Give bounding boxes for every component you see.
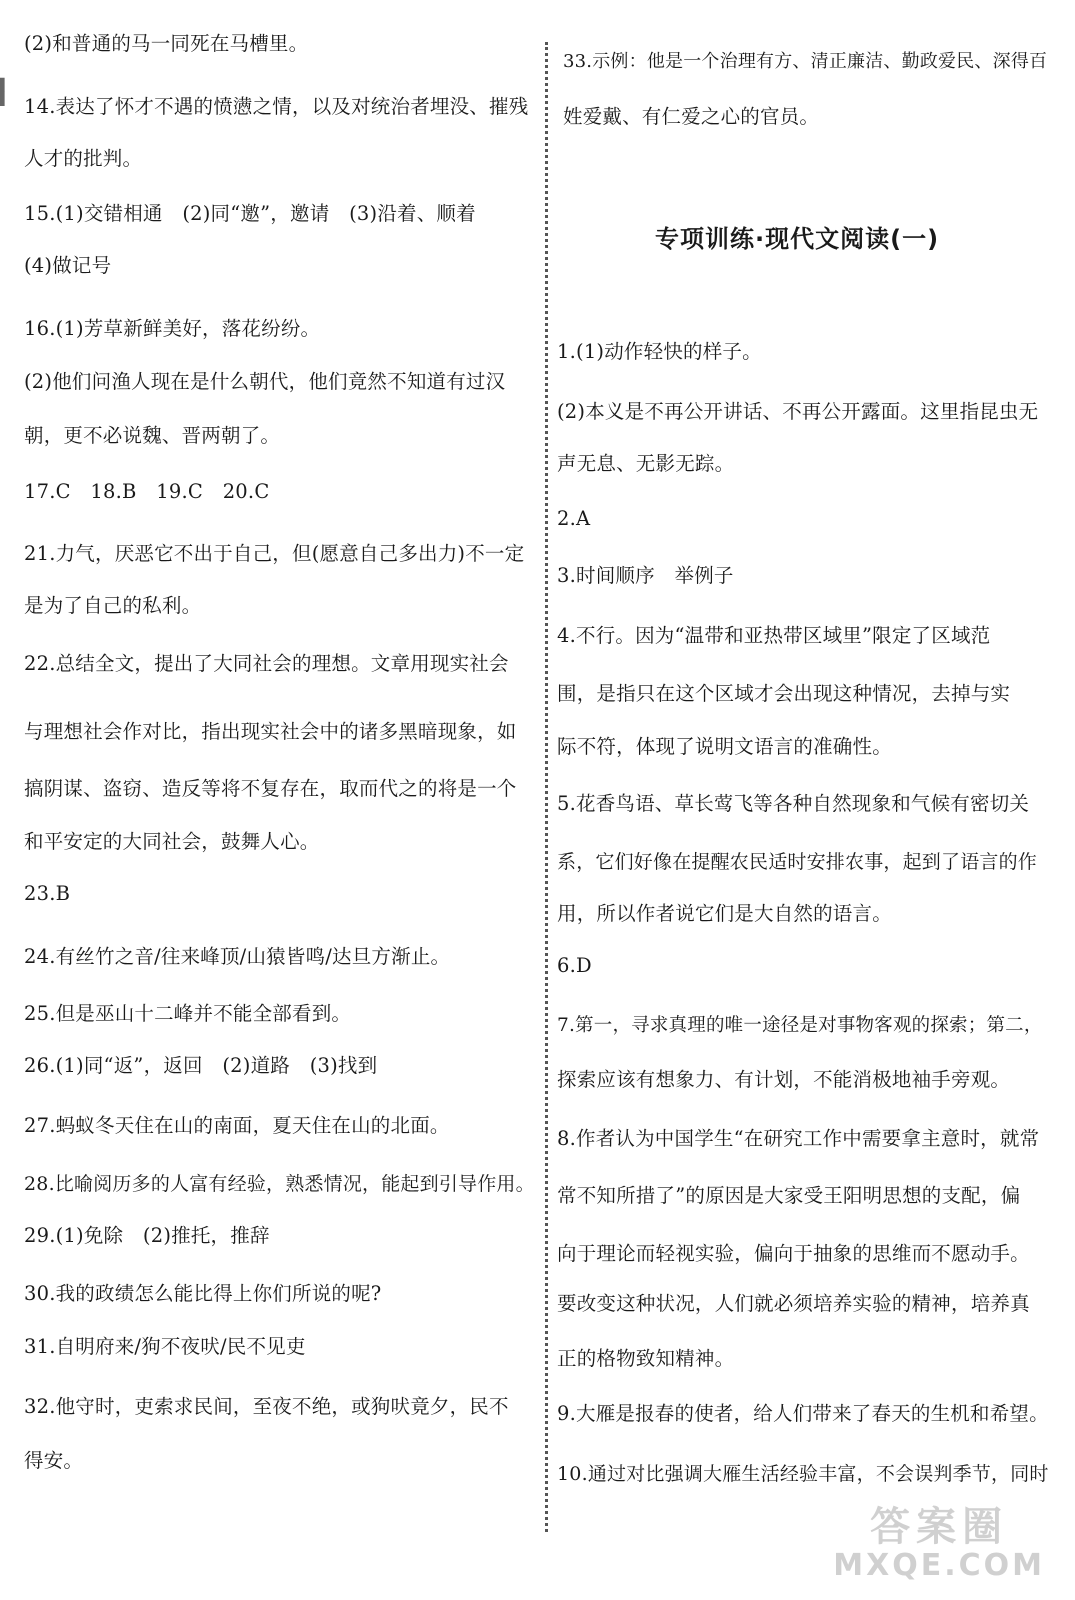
answer-line: 16.(1)芳草新鲜美好，落花纷纷。 (24, 317, 321, 340)
answer-line: 围，是指只在这个区域才会出现这种情况，去掉与实 (557, 682, 1011, 705)
section-title: 专项训练·现代文阅读(一) (655, 225, 940, 253)
answer-line: 24.有丝竹之音/往来峰顶/山猿皆鸣/达旦方渐止。 (24, 945, 451, 968)
answer-line: 搞阴谋、盗窃、造反等将不复存在，取而代之的将是一个 (24, 777, 517, 800)
answer-line: 6.D (557, 954, 592, 977)
answer-line: (2)他们问渔人现在是什么朝代，他们竟然不知道有过汉 (24, 370, 506, 393)
answer-line: 声无息、无影无踪。 (557, 452, 735, 475)
answer-line: 和平安定的大同社会，鼓舞人心。 (24, 830, 320, 853)
answer-line: 正的格物致知精神。 (557, 1347, 735, 1370)
answer-line: 10.通过对比强调大雁生活经验丰富，不会误判季节，同时 (557, 1463, 1049, 1485)
answer-line: (2)本义是不再公开讲话、不再公开露面。这里指昆虫无 (557, 400, 1039, 423)
answer-line: 与理想社会作对比，指出现实社会中的诸多黑暗现象，如 (24, 720, 517, 743)
answer-line: 得安。 (24, 1449, 84, 1472)
answer-line: 5.花香鸟语、草长莺飞等各种自然现象和气候有密切关 (557, 792, 1030, 815)
answer-line: 2.A (557, 507, 591, 530)
column-divider (545, 42, 548, 1532)
answer-line: 4.不行。因为“温带和亚热带区域里”限定了区域范 (557, 624, 991, 647)
answer-line: 30.我的政绩怎么能比得上你们所说的呢? (24, 1282, 382, 1305)
answer-line: 要改变这种状况，人们就必须培养实验的精神，培养真 (557, 1292, 1030, 1315)
answer-line: (2)和普通的马一同死在马槽里。 (24, 32, 309, 55)
answer-line: 17.C 18.B 19.C 20.C (24, 480, 270, 503)
answer-line: 29.(1)免除 (2)推托，推辞 (24, 1224, 270, 1247)
answer-line: 常不知所措了”的原因是大家受王阳明思想的支配，偏 (557, 1184, 1021, 1207)
answer-line: 3.时间顺序 举例子 (557, 564, 734, 587)
answer-line: 1.(1)动作轻快的样子。 (557, 340, 762, 363)
answer-line: 姓爱戴、有仁爱之心的官员。 (563, 105, 820, 128)
answer-line: 21.力气，厌恶它不出于自己，但(愿意自己多出力)不一定 (24, 542, 525, 565)
answer-line: 向于理论而轻视实验，偏向于抽象的思维而不愿动手。 (557, 1242, 1030, 1265)
answer-line: 14.表达了怀才不遇的愤懑之情，以及对统治者埋没、摧残 (24, 95, 529, 118)
answer-line: 15.(1)交错相通 (2)同“邀”，邀请 (3)沿着、顺着 (24, 202, 476, 225)
answer-line: (4)做记号 (24, 254, 112, 277)
watermark-logo-text: 答案圈 (870, 1504, 1009, 1550)
answer-line: 23.B (24, 882, 71, 905)
answer-line: 际不符，体现了说明文语言的准确性。 (557, 735, 892, 758)
answer-line: 32.他守时，吏索求民间，至夜不绝，或狗吠竟夕，民不 (24, 1395, 509, 1418)
watermark-url-text: MXQE.COM (833, 1548, 1045, 1583)
answer-line: 8.作者认为中国学生“在研究工作中需要拿主意时，就常 (557, 1127, 1040, 1150)
watermark-logo (833, 1505, 1045, 1582)
answer-line: 系，它们好像在提醒农民适时安排农事，起到了语言的作 (557, 851, 1038, 873)
answer-line: 用，所以作者说它们是大自然的语言。 (557, 902, 892, 925)
answer-line: 7.第一，寻求真理的唯一途径是对事物客观的探索；第二， (557, 1015, 1043, 1036)
answer-line: 33.示例：他是一个治理有方、清正廉洁、勤政爱民、深得百 (563, 51, 1048, 72)
answer-line: 是为了自己的私利。 (24, 594, 202, 617)
answer-line: 28.比喻阅历多的人富有经验，熟悉情况，能起到引导作用。 (24, 1173, 535, 1195)
answer-line: 9.大雁是报春的使者，给人们带来了春天的生机和希望。 (557, 1402, 1049, 1425)
margin-binding-mark: ▌ ▌ (0, 78, 10, 106)
answer-line: 人才的批判。 (24, 147, 143, 170)
answer-line: 27.蚂蚁冬天住在山的南面，夏天住在山的北面。 (24, 1114, 450, 1137)
answer-line: 26.(1)同“返”，返回 (2)道路 (3)找到 (24, 1054, 378, 1077)
answer-line: 31.自明府来/狗不夜吠/民不见吏 (24, 1335, 306, 1358)
answer-line: 朝，更不必说魏、晋两朝了。 (24, 424, 281, 447)
answer-line: 22.总结全文，提出了大同社会的理想。文章用现实社会 (24, 652, 509, 675)
answer-line: 25.但是巫山十二峰并不能全部看到。 (24, 1002, 352, 1025)
answer-line: 探索应该有想象力、有计划，不能消极地袖手旁观。 (557, 1068, 1011, 1091)
